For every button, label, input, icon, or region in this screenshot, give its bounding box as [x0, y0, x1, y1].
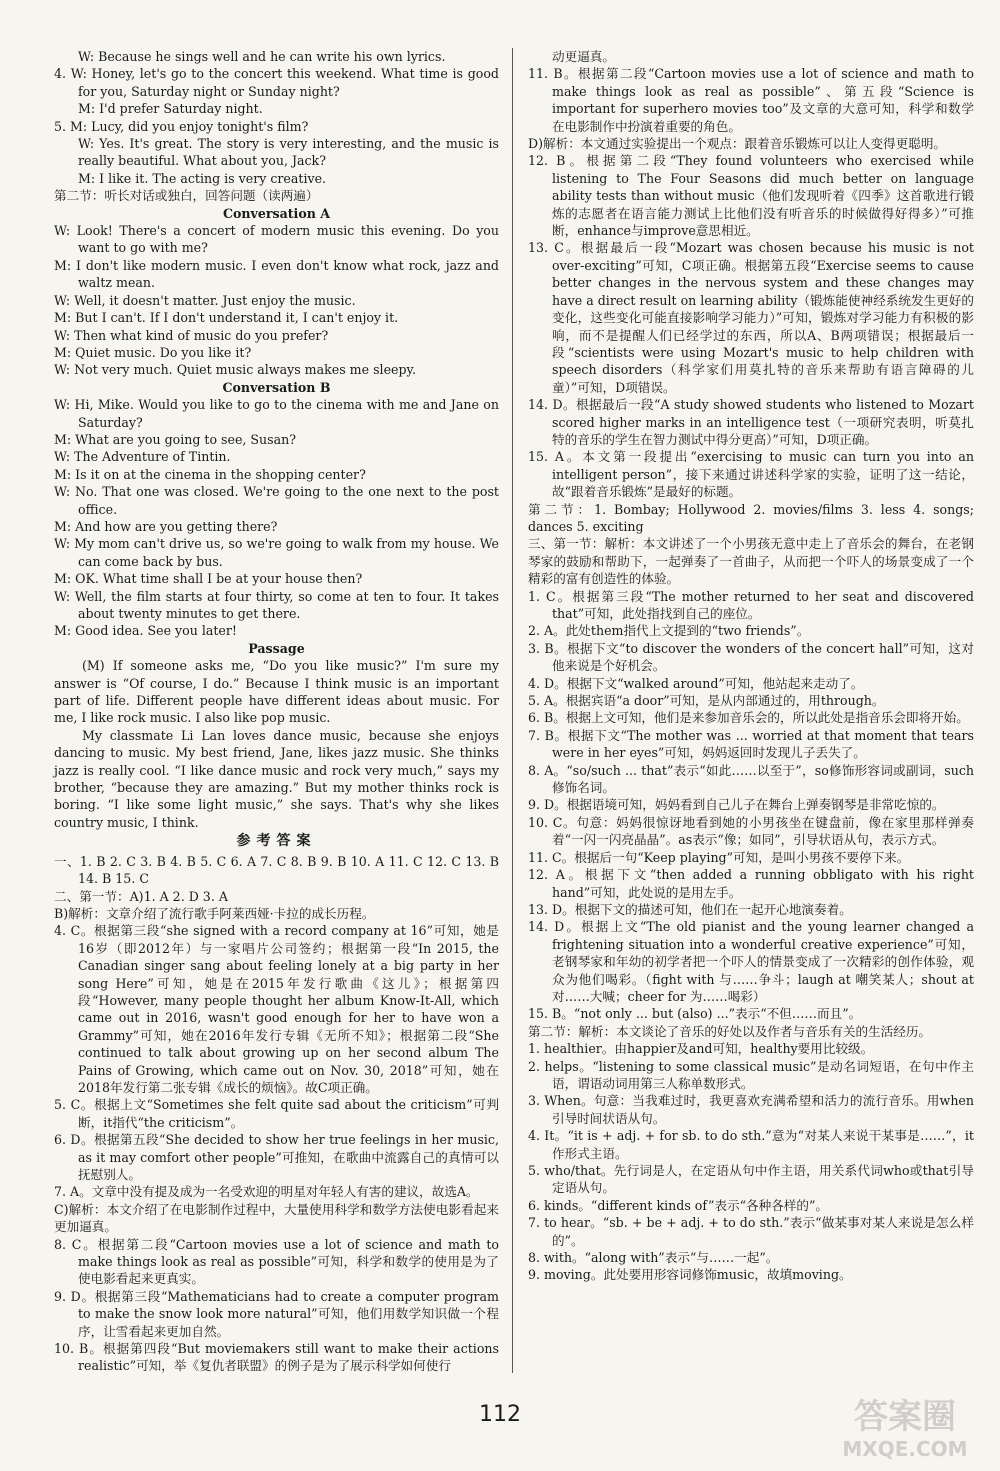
- text-paragraph: 11. B。根据第二段“Cartoon movies use a lot of science and math to make things look as real as possible”、第五段“Science is important for superhero movies too”及文章的大意可知，科学和数学在电影制作中扮演着重要的角色。: [528, 66, 974, 134]
- section-heading: Passage: [248, 640, 305, 656]
- text-paragraph: 7. A。文章中没有提及成为一名受欢迎的明星对年轻人有害的建议，故选A。: [54, 1184, 479, 1200]
- text-paragraph: 5. A。根据宾语“a door”可知，是从内部通过的，用through。: [528, 693, 885, 709]
- text-paragraph: C)解析：本文介绍了在电影制作过程中，大量使用科学和数学方法使电影看起来更加逼真。: [54, 1201, 499, 1235]
- column-divider: [512, 48, 513, 1373]
- text-paragraph: M: I don't like modern music. I even don't know what rock, jazz and waltz mean.: [54, 257, 499, 291]
- text-paragraph: W: Not very much. Quiet music always makes me sleepy.: [54, 362, 416, 378]
- text-paragraph: My classmate Li Lan loves dance music, because she enjoys dancing to music. My best friend, Jane, likes jazz music. She thinks jazz is really cool. “I like dance music and rock very much,” says my brother, “because they are amazing.” But my mother thinks rock is boring. “I like some light music,” she says. That's why she likes country music, I think.: [54, 727, 499, 830]
- section-heading: 参考答案: [236, 833, 317, 850]
- text-paragraph: 3. When。句意：当我难过时，我更喜欢充满希望和活力的流行音乐。用when引导时间状语从句。: [528, 1093, 974, 1126]
- left-column: [54, 48, 499, 1375]
- text-paragraph: W: No. That one was closed. We're going to the one next to the post office.: [54, 484, 499, 517]
- text-paragraph: D)解析：本文通过实验提出一个观点：跟着音乐锻炼可以让人变得更聪明。: [528, 136, 947, 152]
- text-paragraph: 15. A。本文第一段提出“exercising to music can turn you into an intelligent person”，接下来通过讲述科学家的实验，证明了这一结论，故“跟着音乐锻炼”是最好的标题。: [528, 449, 974, 500]
- text-paragraph: 三、第一节：解析：本文讲述了一个小男孩无意中走上了音乐会的舞台，在老钢琴家的鼓励和帮助下，一起弹奏了一首曲子，从而把一个吓人的场景变成了一个精彩的富有创造性的体验。: [528, 536, 974, 587]
- text-paragraph: (M) If someone asks me, “Do you like music?” I'm sure my answer is “Of course, I do.” Because I think music is an important part of life. Different people have different ideas about music. For me, I like rock music. I also like pop music.: [54, 658, 499, 726]
- text-paragraph: 6. D。根据第五段“She decided to show her true feelings in her music, as it may comfort other people”可推知，在歌曲中流露自己的真情可以抚慰别人。: [54, 1132, 499, 1182]
- text-paragraph: 动更逼真。: [552, 49, 615, 64]
- text-paragraph: 12. B。根据第二段“They found volunteers who exercised while listening to The Four Seasons did much better on language ability tests than without music（他们发现听着《四季》这首歌进行锻炼的志愿者在语言能力测试上比他们没有听音乐的时候做得好得多）”可推断，enhance与improve意思相近。: [528, 153, 974, 239]
- text-paragraph: W: My mom can't drive us, so we're going to walk from my house. We can come back by bus.: [54, 536, 499, 569]
- text-paragraph: 第二节：1. Bombay; Hollywood 2. movies/films 3. less 4. songs; dances 5. exciting: [528, 501, 974, 534]
- text-paragraph: 7. to hear。“sb. + be + adj. + to do sth.”表示“做某事对某人来说是怎么样的”。: [528, 1215, 974, 1248]
- text-paragraph: 5. M: Lucy, did you enjoy tonight's film?: [54, 118, 309, 134]
- text-paragraph: 9. moving。此处要用形容词修饰music，故填moving。: [528, 1267, 852, 1283]
- text-paragraph: M: I like it. The acting is very creative.: [78, 170, 327, 186]
- watermark-text-top: 答案圈: [854, 1397, 956, 1437]
- section-heading: Conversation B: [222, 379, 331, 395]
- text-paragraph: 13. C。根据最后一段“Mozart was chosen because his music is not over-exciting”可知，C项正确。根据第五段“Exercise seems to cause better changes in the nervous system and these changes may have a direct result on learning ability（锻炼能使神经系统发生更好的变化，这些变化可能直接影响学习能力）”可知，锻炼对学习能力有积极的影响，而不是提醒人们已经学过的东西，所以A、B两项错误；根据最后一段“scientists were using Mozart's music to help children with speech disorders（科学家们用莫扎特的音乐来帮助有语言障碍的儿童）”可知，D项错误。: [528, 240, 974, 395]
- text-paragraph: 第二节：解析：本文谈论了音乐的好处以及作者与音乐有关的生活经历。: [528, 1023, 931, 1039]
- text-paragraph: 14. D。根据上文“The old pianist and the young learner changed a frightening situation into a wonderful creative experience”可知，老钢琴家和年幼的初学者把一个吓人的情景变成了一次精彩的创作体验，观众为他们喝彩。（fight with 与……争斗；laugh at 嘲笑某人；shout at 对……大喊；cheer for 为……喝彩）: [528, 919, 974, 1004]
- text-paragraph: W: The Adventure of Tintin.: [54, 449, 231, 465]
- text-paragraph: 12. A。根据下文“then added a running obbligato with his right hand”可知，此处说的是用左手。: [528, 867, 974, 900]
- text-paragraph: 8. with。“along with”表示“与……一起”。: [528, 1250, 779, 1266]
- text-paragraph: B)解析：文章介绍了流行歌手阿莱西娅·卡拉的成长历程。: [54, 905, 375, 921]
- text-paragraph: M: Is it on at the cinema in the shopping center?: [54, 466, 366, 482]
- text-paragraph: M: Good idea. See you later!: [54, 623, 237, 639]
- text-paragraph: M: But I can't. If I don't understand it, I can't enjoy it.: [54, 310, 399, 326]
- text-paragraph: 10. C。句意：妈妈很惊讶地看到她的小男孩坐在键盘前，像在家里那样弹奏着“一闪一闪亮晶晶”。as表示“像；如同”，引导状语从句，表示方式。: [528, 814, 974, 848]
- text-paragraph: W: Well, it doesn't matter. Just enjoy the music.: [54, 292, 356, 308]
- text-paragraph: M: Quiet music. Do you like it?: [54, 344, 252, 360]
- text-paragraph: W: Hi, Mike. Would you like to go to the cinema with me and Jane on Saturday?: [54, 397, 499, 430]
- text-paragraph: 9. D。根据第三段“Mathematicians had to create a computer program to make the snow look more natural”可知，他们用数学知识做一个程序，让雪看起来更加自然。: [54, 1288, 499, 1339]
- text-paragraph: 4. It。“it is + adj. + for sb. to do sth.”意为“对某人来说干某事是……”，it作形式主语。: [528, 1128, 974, 1161]
- text-paragraph: 13. D。根据下文的描述可知，他们在一起开心地演奏着。: [528, 901, 852, 917]
- text-paragraph: 4. C。根据第三段“she signed with a record company at 16”可知，她是16岁（即2012年）与一家唱片公司签约；根据第一段“In 2015, the Canadian singer sang about feeling lonely at a big party in her song Here”可知，她是在2015年发行歌曲《这儿》；根据第四段“However, many people thought her album Know-It-All, which came out in 2016, wasn't good enough for her to have won a Grammy”可知，她在2016年发行专辑《无所不知》；根据第二段“She continued to talk about growing up on her second album The Pains of Growing, which came out on Nov. 30, 2018”可知，她在2018年发行第二张专辑《成长的烦恼》。故C项正确。: [54, 923, 499, 1095]
- text-paragraph: 6. kinds。“different kinds of”表示“各种各样的”。: [528, 1197, 829, 1213]
- text-paragraph: 4. D。根据下文“walked around”可知，他站起来走动了。: [528, 675, 864, 691]
- text-paragraph: 15. B。“not only ... but (also) ...”表示“不但……而且”。: [528, 1006, 862, 1022]
- text-paragraph: W: Because he sings well and he can write his own lyrics.: [78, 49, 446, 64]
- text-paragraph: W: Yes. It's great. The story is very interesting, and the music is really beautiful. What about you, Jack?: [78, 136, 499, 169]
- page-number: 112: [479, 1402, 521, 1427]
- right-column: [528, 48, 974, 1284]
- text-paragraph: 4. W: Honey, let's go to the concert this weekend. What time is good for you, Saturday night or Sunday night?: [54, 66, 499, 99]
- text-paragraph: 3. B。根据下文“to discover the wonders of the concert hall”可知，这对他来说是个好机会。: [528, 640, 974, 674]
- text-paragraph: 1. healthier。由happier及and可知，healthy要用比较级。: [528, 1041, 874, 1057]
- text-paragraph: M: I'd prefer Saturday night.: [78, 101, 263, 117]
- text-paragraph: W: Look! There's a concert of modern music this evening. Do you want to go with me?: [54, 223, 499, 256]
- text-paragraph: 8. A。“so/such ... that”表示“如此……以至于”，so修饰形容词或副词，such修饰名词。: [528, 762, 974, 796]
- text-paragraph: 二、第一节：A)1. A 2. D 3. A: [54, 888, 228, 904]
- text-paragraph: M: And how are you getting there?: [54, 518, 278, 534]
- section-heading: Conversation A: [222, 205, 331, 221]
- text-paragraph: 5. C。根据上文“Sometimes she felt quite sad about the criticism”可判断，it指代“the criticism”。: [54, 1097, 499, 1130]
- text-paragraph: 2. A。此处them指代上文提到的“two friends”。: [528, 623, 810, 639]
- text-paragraph: 6. B。根据上文可知，他们是来参加音乐会的，所以此处是指音乐会即将开始。: [528, 710, 969, 726]
- watermark-text-bottom: MXQE.COM: [842, 1437, 968, 1461]
- text-paragraph: 8. C。根据第二段“Cartoon movies use a lot of science and math to make things look as real as possible”可知，科学和数学的使用是为了使电影看起来更真实。: [54, 1236, 499, 1287]
- text-paragraph: M: OK. What time shall I be at your house then?: [54, 571, 363, 587]
- text-paragraph: 14. D。根据最后一段“A study showed students who listened to Mozart scored higher marks in an intelligence test（一项研究表明，听莫扎特的音乐的学生在智力测试中得分更高）”可知，D项正确。: [528, 397, 974, 447]
- text-paragraph: 2. helps。“listening to some classical music”是动名词短语，在句中作主语，谓语动词用第三人称单数形式。: [528, 1058, 974, 1091]
- text-paragraph: 10. B。根据第四段“But moviemakers still want to make their actions realistic”可知，举《复仇者联盟》的例子是为了展示科学如何使行: [54, 1341, 499, 1374]
- text-paragraph: 9. D。根据语境可知，妈妈看到自己儿子在舞台上弹奏钢琴是非常吃惊的。: [528, 797, 945, 813]
- text-paragraph: 5. who/that。先行词是人，在定语从句中作主语，用关系代词who或that引导定语从句。: [528, 1163, 974, 1196]
- text-paragraph: W: Then what kind of music do you prefer?: [54, 327, 329, 343]
- text-paragraph: M: What are you going to see, Susan?: [54, 431, 297, 447]
- text-paragraph: 第二节：听长对话或独白，回答问题（读两遍）: [54, 188, 319, 204]
- text-paragraph: 一、1. B 2. C 3. B 4. B 5. C 6. A 7. C 8. B 9. B 10. A 11. C 12. C 13. B 14. B 15. C: [54, 853, 499, 887]
- text-paragraph: 1. C。根据第三段“The mother returned to her seat and discovered that”可知，此处指找到自己的座位。: [528, 588, 974, 621]
- watermark-logo: [820, 1386, 990, 1464]
- text-paragraph: 11. C。根据后一句“Keep playing”可知，是叫小男孩不要停下来。: [528, 849, 910, 865]
- text-paragraph: 7. B。根据下文“The mother was ... worried at that moment that tears were in her eyes”可知，妈妈返回时发现儿子丢失了。: [528, 727, 974, 761]
- text-paragraph: W: Well, the film starts at four thirty, so come at ten to four. It takes about twenty minutes to get there.: [54, 588, 499, 621]
